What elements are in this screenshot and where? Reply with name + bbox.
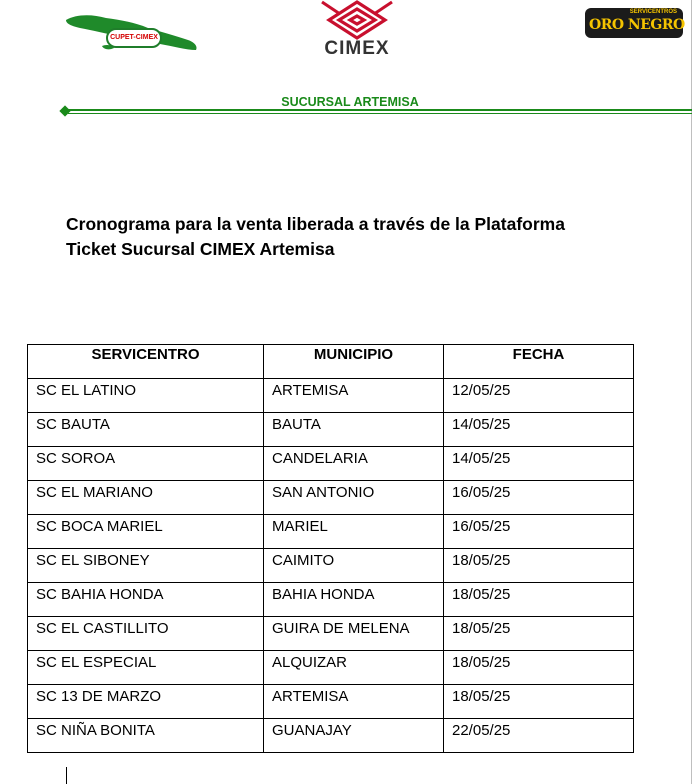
cell-municipio: SAN ANTONIO [264,481,444,515]
cell-servicentro: SC BAHIA HONDA [28,583,264,617]
cell-municipio: MARIEL [264,515,444,549]
cell-servicentro: SC EL CASTILLITO [28,617,264,651]
cell-fecha: 14/05/25 [444,413,634,447]
header-servicentro: SERVICENTRO [28,345,264,379]
table-row [28,651,634,685]
cupet-cimex-badge: CUPET-CIMEX [106,28,162,48]
cupet-cimex-logo [62,10,202,56]
table-row [28,719,634,753]
cell-municipio: ALQUIZAR [264,651,444,685]
cell-fecha: 18/05/25 [444,583,634,617]
table-row [28,617,634,651]
cell-municipio: CANDELARIA [264,447,444,481]
cell-servicentro: SC EL ESPECIAL [28,651,264,685]
cell-servicentro: SC BAUTA [28,413,264,447]
header-municipio: MUNICIPIO [264,345,444,379]
cell-servicentro: SC EL MARIANO [28,481,264,515]
cell-municipio: ARTEMISA [264,685,444,719]
branch-title: SUCURSAL ARTEMISA [281,95,419,109]
schedule-table [27,344,634,753]
text-cursor [66,767,67,784]
table-row [28,515,634,549]
table-row [28,685,634,719]
cell-servicentro: SC SOROA [28,447,264,481]
table-row [28,583,634,617]
cell-servicentro: SC BOCA MARIEL [28,515,264,549]
cimex-logo [312,0,402,62]
cell-fecha: 22/05/25 [444,719,634,753]
table-row [28,447,634,481]
rule-diamond-icon [59,105,70,116]
cell-servicentro: SC NIÑA BONITA [28,719,264,753]
heading-line-1: Cronograma para la venta liberada a través de la Plataforma [66,214,565,234]
table-row [28,413,634,447]
header-fecha: FECHA [444,345,634,379]
cell-municipio: ARTEMISA [264,379,444,413]
cell-fecha: 16/05/25 [444,481,634,515]
cell-municipio: BAUTA [264,413,444,447]
cell-fecha: 18/05/25 [444,549,634,583]
oro-negro-subtitle: SERVICENTROS [629,9,677,15]
table-row [28,549,634,583]
cimex-diamond-icon [312,0,402,40]
table-header-row [28,345,634,379]
cell-municipio: BAHIA HONDA [264,583,444,617]
oro-negro-wordmark: ORO NEGRO [589,17,685,33]
header-rule-thin [68,113,692,114]
cell-municipio: GUANAJAY [264,719,444,753]
cell-servicentro: SC EL SIBONEY [28,549,264,583]
cell-servicentro: SC 13 DE MARZO [28,685,264,719]
table-row [28,379,634,413]
heading-line-2: Ticket Sucursal CIMEX Artemisa [66,239,335,259]
cell-municipio: GUIRA DE MELENA [264,617,444,651]
oro-negro-logo [585,8,683,38]
table-row [28,481,634,515]
cimex-wordmark: CIMEX [324,38,390,59]
cell-fecha: 16/05/25 [444,515,634,549]
document-heading [66,212,626,262]
cell-fecha: 18/05/25 [444,617,634,651]
cell-municipio: CAIMITO [264,549,444,583]
cell-fecha: 18/05/25 [444,651,634,685]
header-rule [68,109,692,111]
cell-fecha: 14/05/25 [444,447,634,481]
cell-servicentro: SC EL LATINO [28,379,264,413]
cell-fecha: 12/05/25 [444,379,634,413]
cell-fecha: 18/05/25 [444,685,634,719]
